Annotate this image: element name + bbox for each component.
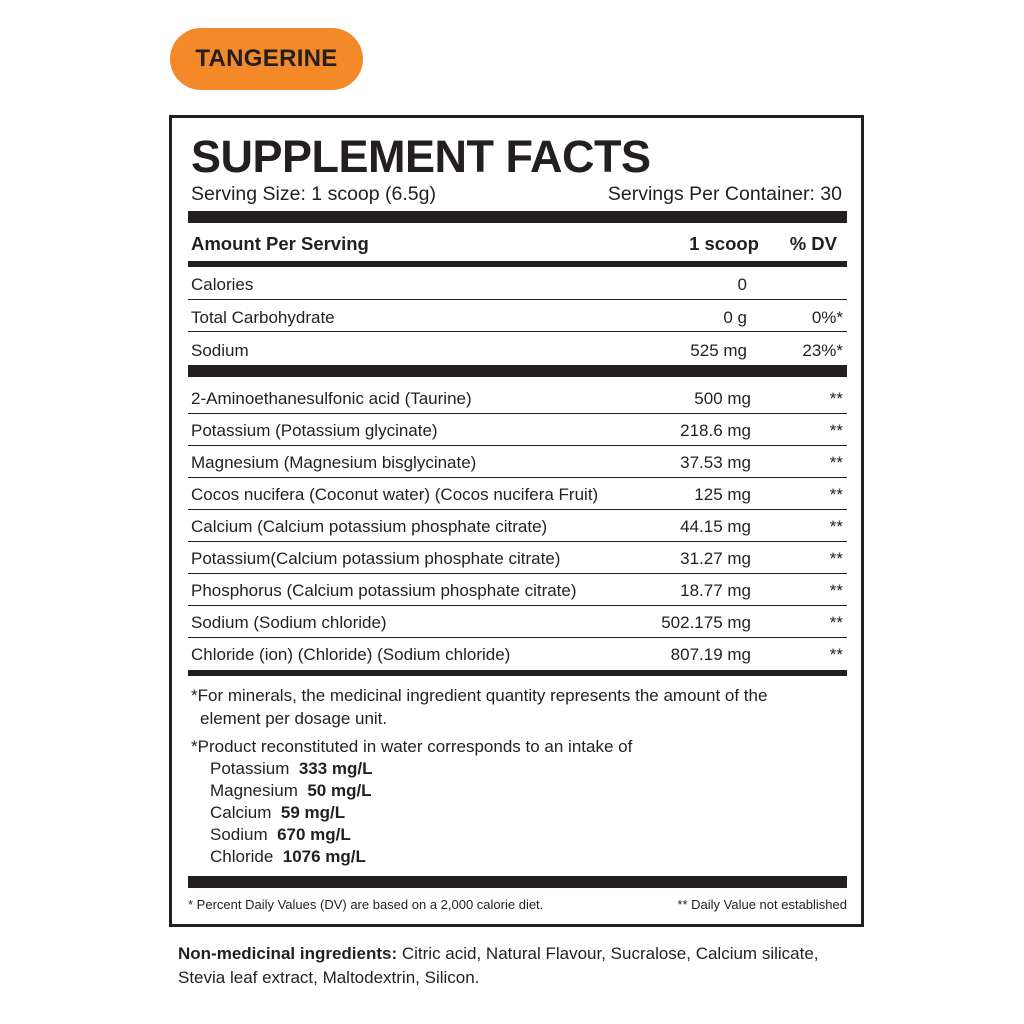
ingredient-name: Cocos nucifera (Coconut water) (Cocos nucifera Fruit) <box>191 485 599 504</box>
non-medicinal-label: Non-medicinal ingredients: <box>178 944 398 963</box>
non-medicinal-text: Citric acid, Natural Flavour, Sucralose, Calcium silicate, Stevia leaf extract, Maltodextrin, Silicon. <box>178 944 819 987</box>
intake-line <box>210 802 345 824</box>
row-divider <box>188 299 847 300</box>
row-divider <box>188 445 847 446</box>
flavor-label: TANGERINE <box>195 45 338 72</box>
footnote-reconstituted: *Product reconstituted in water corresponds to an intake of <box>191 737 633 756</box>
ingredient-name: Phosphorus (Calcium potassium phosphate citrate) <box>191 581 577 600</box>
ingredient-amount: 18.77 mg <box>680 581 751 600</box>
intake-value: 50 mg/L <box>307 781 372 800</box>
ingredient-name: Potassium(Calcium potassium phosphate citrate) <box>191 549 561 568</box>
ingredient-dv: ** <box>829 421 843 440</box>
per-scoop-header: 1 scoop <box>689 233 759 254</box>
ingredient-dv: ** <box>829 485 843 504</box>
intake-line <box>210 824 351 846</box>
non-medicinal-ingredients <box>178 942 848 990</box>
intake-line <box>210 780 372 802</box>
intake-mineral: Magnesium <box>210 781 298 800</box>
not-established-footnote: ** Daily Value not established <box>677 897 847 912</box>
divider-thick <box>188 365 847 377</box>
ingredient-amount: 125 mg <box>694 485 751 504</box>
ingredient-amount: 807.19 mg <box>670 645 751 664</box>
intake-value: 670 mg/L <box>277 825 351 844</box>
intake-line <box>210 758 373 780</box>
flavor-badge <box>170 28 363 90</box>
ingredient-dv: ** <box>829 389 843 408</box>
serving-size: Serving Size: 1 scoop (6.5g) <box>191 183 436 205</box>
ingredient-name: 2-Aminoethanesulfonic acid (Taurine) <box>191 389 472 408</box>
ingredient-amount: 44.15 mg <box>680 517 751 536</box>
ingredient-amount: 218.6 mg <box>680 421 751 440</box>
ingredient-name: Chloride (ion) (Chloride) (Sodium chloride) <box>191 645 511 664</box>
nutrient-amount: 525 mg <box>690 341 747 360</box>
ingredient-name: Potassium (Potassium glycinate) <box>191 421 438 440</box>
ingredient-amount: 502.175 mg <box>661 613 751 632</box>
intake-value: 1076 mg/L <box>282 847 366 866</box>
intake-mineral: Potassium <box>210 759 290 778</box>
row-divider <box>188 477 847 478</box>
ingredient-dv: ** <box>829 453 843 472</box>
row-divider <box>188 331 847 332</box>
row-divider <box>188 637 847 638</box>
ingredient-dv: ** <box>829 549 843 568</box>
nutrient-name: Calories <box>191 275 254 294</box>
nutrient-amount: 0 <box>737 275 747 294</box>
amount-per-serving-header: Amount Per Serving <box>191 233 369 254</box>
row-divider <box>188 509 847 510</box>
ingredient-dv: ** <box>829 581 843 600</box>
nutrient-dv: 23%* <box>802 341 843 360</box>
ingredient-amount: 37.53 mg <box>680 453 751 472</box>
ingredient-dv: ** <box>829 613 843 632</box>
intake-value: 59 mg/L <box>280 803 346 822</box>
ingredient-name: Magnesium (Magnesium bisglycinate) <box>191 453 477 472</box>
nutrient-amount: 0 g <box>723 308 747 327</box>
supplement-facts-panel <box>169 115 864 927</box>
dv-footnote: * Percent Daily Values (DV) are based on a 2,000 calorie diet. <box>188 897 544 912</box>
divider-thick <box>188 211 847 223</box>
footnote-minerals-cont: element per dosage unit. <box>200 709 388 728</box>
servings-per-container: Servings Per Container: 30 <box>607 183 842 205</box>
divider-medium <box>188 261 847 267</box>
intake-mineral: Calcium <box>210 803 272 822</box>
ingredient-name: Sodium (Sodium chloride) <box>191 613 387 632</box>
ingredient-amount: 31.27 mg <box>680 549 751 568</box>
row-divider <box>188 413 847 414</box>
nutrient-dv: 0%* <box>811 308 843 327</box>
daily-value-header: % DV <box>789 233 837 254</box>
intake-value: 333 mg/L <box>298 759 373 778</box>
footnote-minerals: *For minerals, the medicinal ingredient quantity represents the amount of the <box>191 686 768 705</box>
panel-title: SUPPLEMENT FACTS <box>191 131 651 182</box>
ingredient-amount: 500 mg <box>694 389 751 408</box>
divider-medium <box>188 670 847 676</box>
ingredient-name: Calcium (Calcium potassium phosphate citrate) <box>191 517 548 536</box>
nutrient-name: Sodium <box>191 341 249 360</box>
nutrient-name: Total Carbohydrate <box>191 308 335 327</box>
ingredient-dv: ** <box>829 645 843 664</box>
row-divider <box>188 573 847 574</box>
intake-mineral: Sodium <box>210 825 268 844</box>
ingredient-dv: ** <box>829 517 843 536</box>
intake-mineral: Chloride <box>210 847 274 866</box>
divider-thick <box>188 876 847 888</box>
intake-line <box>210 846 366 868</box>
row-divider <box>188 541 847 542</box>
row-divider <box>188 605 847 606</box>
